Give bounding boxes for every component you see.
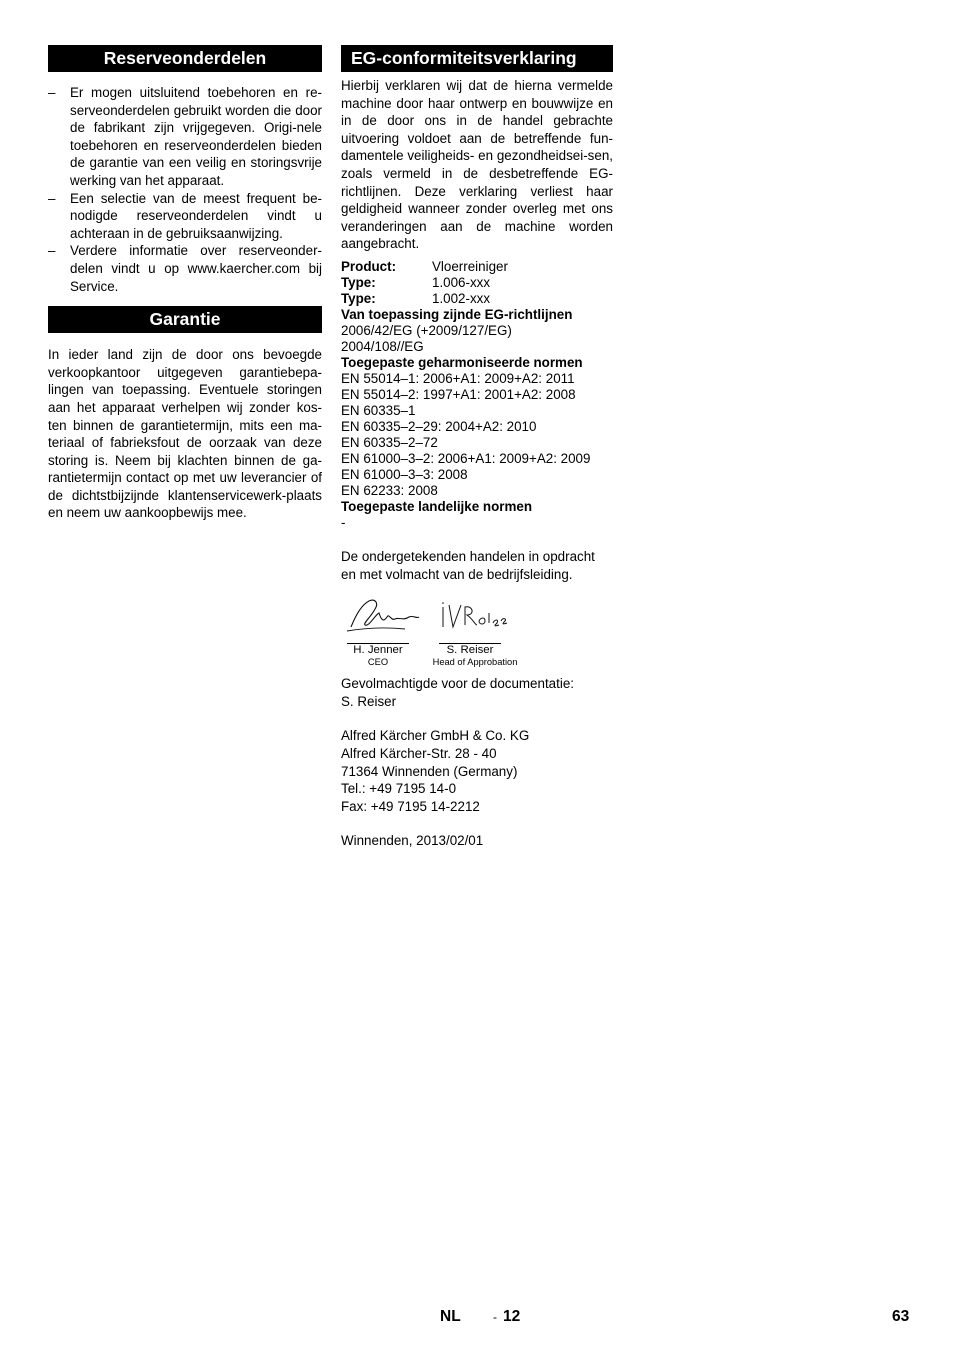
type-label: Type: [341,274,376,290]
norm-item: EN 61000–3–3: 2008 [341,466,468,482]
left-column [48,45,322,522]
norm-item: EN 62233: 2008 [341,482,438,498]
address-line: Fax: +49 7195 14-2212 [341,798,480,814]
type-value: 1.006-xxx [432,274,491,290]
right-column [341,45,613,850]
address-line: Alfred Kärcher-Str. 28 - 40 [341,745,497,761]
national-value: - [341,514,346,530]
place-date: Winnenden, 2013/02/01 [341,833,484,849]
footer-page-number: 63 [892,1308,910,1325]
product-label: Product: [341,258,397,274]
address-line: Tel.: +49 7195 14-0 [341,781,457,797]
directive-item: 2006/42/EG (+2009/127/EG) [341,322,512,338]
norm-item: EN 60335–2–29: 2004+A2: 2010 [341,418,537,434]
conformity-intro: Hierbij verklaren wij dat de hierna vermelde machine door haar ontwerp en bouwwijze en in de door ons in de handel gebrachte uitvoering voldoet aan de betreffende fun-damentele veiligheids- en gezondheidsei-sen, zoals vermeld in de desbetreffende EG-richtlijnen. Deze verklaring verliest haar geldigheid wanneer zonder overleg met ons veranderingen aan de machine worden aangebracht. [341,78,613,252]
documentation-label: Gevolmachtigde voor de documentatie: [341,676,574,692]
garantie-paragraph: In ieder land zijn de door ons bevoegde verkoopkantoor uitgegeven garantiebepa-lingen van toepassing. Eventuele storingen aan het apparaat verhelpen wij zonder kos-ten binnen de garantietermijn, mits een ma-teriaal of fabrieksfout de oorzaak van deze storing is. Neem bij klachten binnen de ga-rantietermijn contact op met uw leverancier of de dichtstbijzijnde klantenservicewerk-plaats en neem uw aankoopbewijs mee. [48,347,322,521]
norm-item: EN 60335–1 [341,402,416,418]
signature-block [341,597,613,668]
type-row [341,291,613,307]
norm-item: EN 60335–2–72 [341,434,438,450]
product-value: Vloerreiniger [432,258,508,274]
norm-item: EN 61000–3–2: 2006+A1: 2009+A2: 2009 [341,450,591,466]
list-item: – Er mogen uitsluitend toebehoren en re-serveonderdelen gebruikt worden die door de fabrikant zijn vrijgegeven. Origi-nele toebehoren en reserveonderdelen bieden de garantie van een veilig en storingsvrije werking van het apparaat. [48,84,322,190]
signer1-name: H. Jenner [347,643,409,657]
product-row [341,259,613,275]
reserve-list [48,84,322,295]
directives-label: Van toepassing zijnde EG-richtlijnen [341,306,573,322]
section-title-garantie: Garantie [48,306,322,333]
company-address [341,727,613,815]
national-label: Toegepaste landelijke normen [341,498,532,514]
section-title-reserveonderdelen: Reserveonderdelen [48,45,322,72]
signer2-role: Head of Approbation [432,657,518,668]
signature-reiser-icon [439,601,509,631]
norm-item: EN 55014–2: 1997+A1: 2001+A2: 2008 [341,386,576,402]
directive-item: 2004/108//EG [341,338,424,354]
signer1-role: CEO [367,657,389,668]
signatories-text: De ondergetekenden handelen in opdracht en met volmacht van de bedrijfsleiding. [341,548,595,582]
footer-dash: - [493,1310,497,1324]
harmonised-label: Toegepaste geharmoniseerde normen [341,354,583,370]
type-row [341,275,613,291]
footer-language: NL [440,1308,461,1325]
signer2-name: S. Reiser [439,643,501,657]
list-item: – Verdere informatie over reserveonder-delen vindt u op www.kaercher.com bij Service. [48,242,322,295]
signature-jenner-icon [345,597,421,635]
address-line: Alfred Kärcher GmbH & Co. KG [341,728,530,744]
list-item: – Een selectie van de meest frequent be-nodigde reserveonderdelen vindt u achteraan in de gebruiksaanwijzing. [48,190,322,243]
norm-item: EN 55014–1: 2006+A1: 2009+A2: 2011 [341,370,575,386]
address-line: 71364 Winnenden (Germany) [341,763,518,779]
product-details [341,259,613,531]
documentation-name: S. Reiser [341,693,397,709]
footer-section-page: 12 [503,1308,521,1325]
section-title-conformity: EG-conformiteitsverklaring [341,45,613,72]
type-label: Type: [341,290,376,306]
type-value: 1.002-xxx [432,290,491,306]
